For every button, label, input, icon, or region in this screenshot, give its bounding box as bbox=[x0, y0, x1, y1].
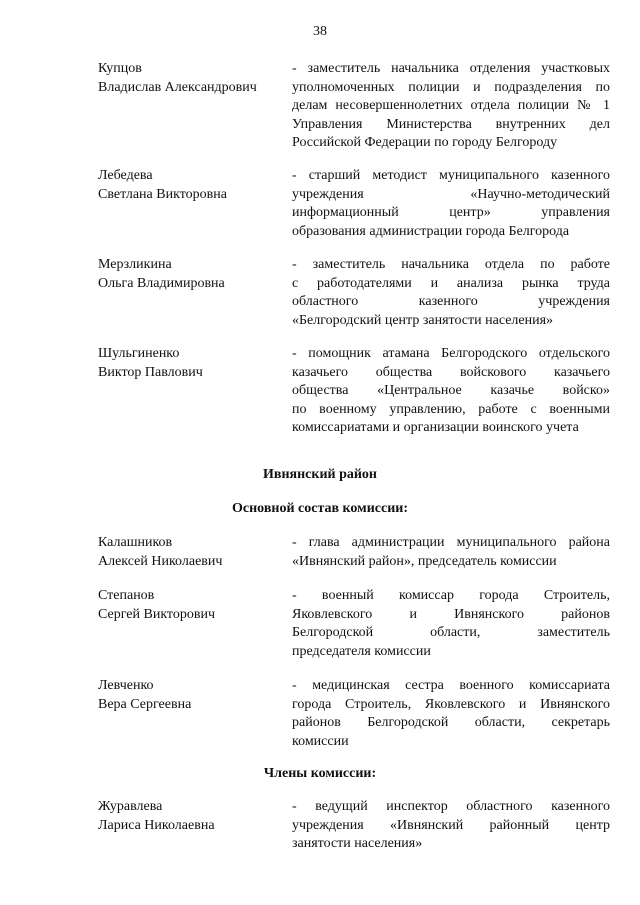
description-line: по военному управлению, работе с военными bbox=[292, 401, 610, 417]
member-given-name: Вера Сергеевна bbox=[98, 696, 192, 712]
member-given-name: Сергей Викторович bbox=[98, 606, 216, 622]
main-composition-heading: Основной состав комиссии: bbox=[232, 501, 408, 516]
description-line: учреждения «Научно-методический bbox=[292, 186, 610, 202]
member-name bbox=[98, 345, 278, 382]
member-name bbox=[98, 60, 278, 97]
members-heading: Члены комиссии: bbox=[263, 766, 377, 781]
description-line: районов Белгородской области, секретарь bbox=[292, 715, 610, 730]
member-name bbox=[98, 256, 278, 293]
member-given-name: Владислав Александрович bbox=[98, 79, 257, 95]
description-line: общества «Центральное казачье войско» bbox=[292, 383, 610, 398]
member-description bbox=[292, 534, 610, 571]
description-line: делам несовершеннолетних отдела полиции № 1 bbox=[292, 98, 610, 113]
member-description bbox=[292, 587, 610, 661]
member-description bbox=[292, 167, 610, 241]
member-name bbox=[98, 798, 278, 835]
member-given-name: Ольга Владимировна bbox=[98, 275, 225, 291]
member-surname: Журавлева bbox=[98, 799, 163, 814]
section-title: Ивнянский район bbox=[263, 467, 377, 482]
description-line: Яковлевского и Ивнянского районов bbox=[292, 606, 610, 622]
member-description bbox=[292, 60, 610, 153]
description-line: с работодателями и анализа рынка труда bbox=[292, 275, 610, 291]
description-line: образования администрации города Белгорода bbox=[292, 223, 570, 239]
member-given-name: Светлана Викторовна bbox=[98, 186, 227, 202]
member-given-name: Алексей Николаевич bbox=[98, 553, 223, 569]
member-name bbox=[98, 677, 278, 714]
member-description bbox=[292, 677, 610, 751]
description-line: информационный центр» управления bbox=[292, 205, 610, 220]
description-line: Управления Министерства внутренних дел bbox=[292, 116, 610, 132]
description-line: казачьего общества войскового казачьего bbox=[292, 364, 610, 380]
description-line: - заместитель начальника отделения участковых bbox=[292, 61, 610, 76]
member-name bbox=[98, 167, 278, 204]
description-line: города Строитель, Яковлевского и Ивнянского bbox=[292, 696, 610, 712]
member-surname: Мерзликина bbox=[98, 257, 172, 272]
member-surname: Шульгиненко bbox=[98, 346, 180, 361]
description-line: - заместитель начальника отдела по работе bbox=[292, 257, 610, 272]
description-line: - старший методист муниципального казенного bbox=[292, 168, 610, 183]
member-description bbox=[292, 256, 610, 330]
description-line: учреждения «Ивнянский районный центр bbox=[292, 817, 610, 833]
description-line: комиссии bbox=[292, 733, 349, 749]
description-line: - ведущий инспектор областного казенного bbox=[292, 799, 610, 814]
member-name bbox=[98, 534, 278, 571]
member-description bbox=[292, 345, 610, 438]
description-line: «Белгородский центр занятости населения» bbox=[292, 312, 554, 328]
description-line: - медицинская сестра военного комиссариата bbox=[292, 678, 610, 693]
description-line: Российской Федерации по городу Белгороду bbox=[292, 135, 558, 150]
description-line: занятости населения» bbox=[292, 836, 423, 851]
member-surname: Левченко bbox=[98, 678, 154, 693]
member-given-name: Лариса Николаевна bbox=[98, 817, 215, 833]
description-line: уполномоченных полиции и подразделения по bbox=[292, 79, 610, 95]
page-number: 38 bbox=[313, 24, 327, 39]
description-line: «Ивнянский район», председатель комиссии bbox=[292, 553, 557, 569]
description-line: областного казенного учреждения bbox=[292, 294, 610, 309]
description-line: - помощник атамана Белгородского отдельского bbox=[292, 346, 610, 361]
member-surname: Лебедева bbox=[98, 168, 153, 183]
description-line: - глава администрации муниципального района bbox=[292, 535, 610, 550]
member-surname: Купцов bbox=[98, 61, 142, 76]
member-surname: Калашников bbox=[98, 535, 173, 550]
member-description bbox=[292, 798, 610, 854]
member-surname: Степанов bbox=[98, 588, 155, 603]
member-given-name: Виктор Павлович bbox=[98, 364, 203, 380]
description-line: комиссариатами и организации воинского учета bbox=[292, 420, 579, 435]
description-line: председателя комиссии bbox=[292, 643, 431, 659]
description-line: - военный комиссар города Строитель, bbox=[292, 588, 610, 603]
description-line: Белгородской области, заместитель bbox=[292, 625, 610, 640]
member-name bbox=[98, 587, 278, 624]
